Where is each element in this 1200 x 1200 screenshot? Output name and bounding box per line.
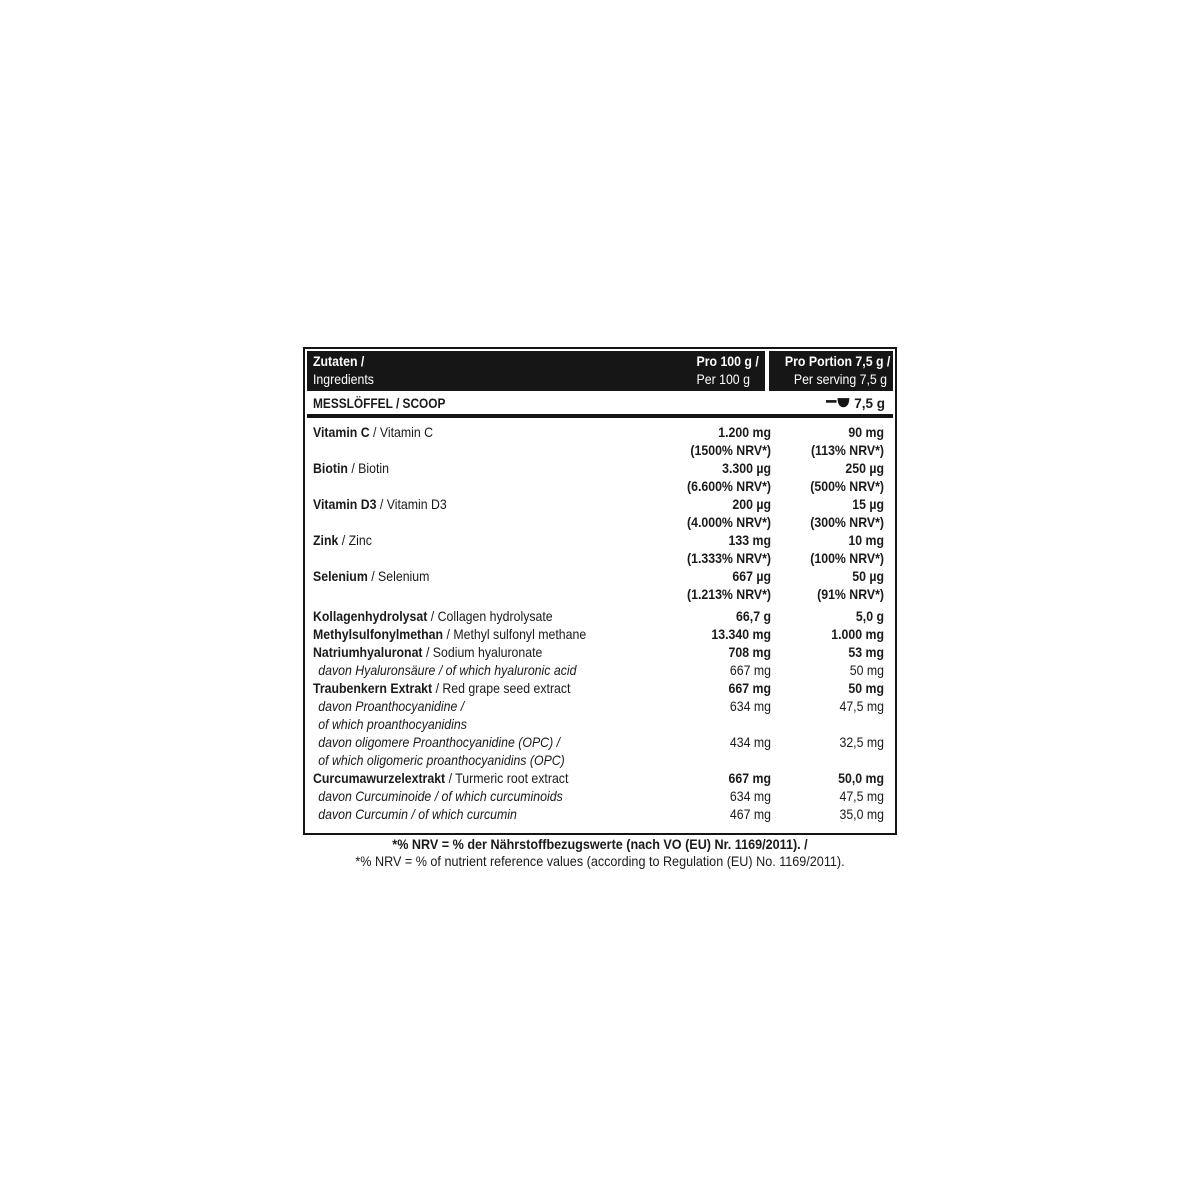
value-per-serving: 50 mg xyxy=(849,662,884,678)
scoop-icon xyxy=(826,395,851,411)
nrv-per-100g: (6.600% NRV*) xyxy=(687,478,771,494)
ingredient-name-de: Vitamin C xyxy=(313,424,370,440)
ingredient-name-en: / Selenium xyxy=(367,568,430,584)
ingredient-name-cell xyxy=(307,423,661,441)
table-row xyxy=(307,769,893,787)
value-per-serving: 15 µg xyxy=(852,496,884,512)
value-per-100g: 634 mg xyxy=(729,698,771,714)
nrv-per-100g: (1500% NRV*) xyxy=(690,442,771,458)
ingredient-name-en: / Collagen hydrolysate xyxy=(427,608,553,624)
value-per-100g: 708 mg xyxy=(728,644,771,660)
ingredient-name-en: / Zinc xyxy=(338,532,372,548)
table-row xyxy=(307,697,893,733)
value-per-serving: 50,0 mg xyxy=(838,770,884,786)
per-100g-cell xyxy=(661,423,771,459)
nrv-per-serving: (300% NRV*) xyxy=(810,514,884,530)
header-ingredients-de: Zutaten / xyxy=(313,353,365,369)
per-serving-cell xyxy=(771,625,893,643)
per-serving-cell xyxy=(771,459,893,495)
table-row xyxy=(307,567,893,603)
per-100g-cell xyxy=(661,567,771,603)
value-per-serving: 90 mg xyxy=(848,424,884,440)
table-row xyxy=(307,625,893,643)
ingredient-name-de: Kollagenhydrolysat xyxy=(313,608,428,624)
nrv-footnote-de: *% NRV = % der Nährstoffbezugswerte (nach VO (EU) Nr. 1169/2011). / xyxy=(392,836,808,852)
scoop-label: MESSLÖFFEL / SCOOP xyxy=(313,395,446,411)
value-per-serving: 10 mg xyxy=(848,532,884,548)
ingredient-name: davon Curcuminoide / of which curcuminoids xyxy=(318,788,563,804)
per-serving-cell xyxy=(771,531,893,567)
per-serving-cell xyxy=(771,769,893,787)
ingredient-name-cell xyxy=(307,625,661,643)
value-per-100g: 667 mg xyxy=(729,662,771,678)
per-serving-cell xyxy=(771,733,893,751)
table-row xyxy=(307,643,893,661)
value-per-serving: 250 µg xyxy=(845,460,884,476)
header-per-serving-en: Per serving 7,5 g xyxy=(793,370,887,387)
per-100g-cell xyxy=(661,805,771,823)
ingredient-name-cell xyxy=(307,733,661,769)
header-ingredients-en: Ingredients xyxy=(313,370,374,387)
ingredient-name-cell xyxy=(307,643,661,661)
value-per-serving: 50 µg xyxy=(852,568,884,584)
nrv-per-serving: (91% NRV*) xyxy=(817,586,884,602)
table-row xyxy=(307,733,893,769)
ingredient-name-en: / Biotin xyxy=(347,460,389,476)
per-100g-cell xyxy=(661,787,771,805)
per-100g-cell xyxy=(661,495,771,531)
value-per-100g: 467 mg xyxy=(729,806,771,822)
value-per-serving: 53 mg xyxy=(848,644,884,660)
value-per-serving: 5,0 g xyxy=(855,608,884,624)
value-per-100g: 667 µg xyxy=(732,568,771,584)
nrv-per-100g: (1.213% NRV*) xyxy=(687,586,771,602)
per-serving-cell xyxy=(771,661,893,679)
header-per-serving xyxy=(769,351,893,391)
header-per-100g-en: Per 100 g xyxy=(696,370,751,387)
value-per-serving: 47,5 mg xyxy=(839,698,884,714)
per-serving-cell xyxy=(771,697,893,715)
nrv-per-serving: (113% NRV*) xyxy=(810,442,884,458)
header-left-block xyxy=(307,351,765,391)
table-row xyxy=(307,423,893,459)
table-row xyxy=(307,679,893,697)
ingredient-name-cell xyxy=(307,459,661,477)
scoop-row xyxy=(307,393,893,418)
ingredient-name-line2: of which proanthocyanidins xyxy=(318,716,467,732)
ingredient-name-cell xyxy=(307,805,661,823)
per-100g-cell xyxy=(661,769,771,787)
header-ingredients xyxy=(313,353,382,388)
ingredient-name-cell xyxy=(307,769,661,787)
value-per-100g: 66,7 g xyxy=(736,608,771,624)
table-row xyxy=(307,787,893,805)
nrv-per-serving: (100% NRV*) xyxy=(810,550,884,566)
ingredient-name-en: / Methyl sulfonyl methane xyxy=(443,626,587,642)
value-per-100g: 13.340 mg xyxy=(711,626,771,642)
ingredient-name-en: / Turmeric root extract xyxy=(445,770,569,786)
ingredient-name-de: Vitamin D3 xyxy=(313,496,377,512)
ingredient-name: davon Hyaluronsäure / of which hyaluronic acid xyxy=(318,662,577,678)
nrv-per-100g: (4.000% NRV*) xyxy=(687,514,771,530)
ingredient-name-de: Natriumhyaluronat xyxy=(313,644,423,660)
nrv-per-serving: (500% NRV*) xyxy=(810,478,884,494)
ingredient-name-de: Biotin xyxy=(313,460,348,476)
ingredient-name-de: Curcumawurzelextrakt xyxy=(313,770,446,786)
value-per-serving: 47,5 mg xyxy=(839,788,884,804)
value-per-100g: 434 mg xyxy=(729,734,771,750)
ingredient-name-en: / Red grape seed extract xyxy=(432,680,571,696)
ingredient-name-cell xyxy=(307,567,661,585)
value-per-serving: 1.000 mg xyxy=(831,626,884,642)
value-per-serving: 35,0 mg xyxy=(839,806,884,822)
value-per-100g: 667 mg xyxy=(728,680,771,696)
per-100g-cell xyxy=(661,625,771,643)
ingredient-name-cell xyxy=(307,679,661,697)
ingredient-name-de: Traubenkern Extrakt xyxy=(313,680,433,696)
value-per-serving: 32,5 mg xyxy=(839,734,884,750)
per-100g-cell xyxy=(661,679,771,697)
ingredient-name-line1: davon oligomere Proanthocyanidine (OPC) / xyxy=(318,734,561,750)
scoop-value-group xyxy=(826,395,887,411)
table-body xyxy=(307,418,893,831)
ingredient-name: davon Curcumin / of which curcumin xyxy=(318,806,517,822)
per-100g-cell xyxy=(661,607,771,625)
value-per-100g: 3.300 µg xyxy=(722,460,771,476)
per-100g-cell xyxy=(661,459,771,495)
table-header xyxy=(307,351,893,391)
header-per-serving-de: Pro Portion 7,5 g / xyxy=(784,353,891,369)
per-serving-cell xyxy=(771,679,893,697)
ingredient-name-en: / Vitamin D3 xyxy=(376,496,447,512)
ingredient-name-de: Zink xyxy=(313,532,339,548)
ingredient-name-en: / Sodium hyaluronate xyxy=(422,644,543,660)
per-serving-cell xyxy=(771,805,893,823)
per-100g-cell xyxy=(661,643,771,661)
nrv-footnote-en: *% NRV = % of nutrient reference values (according to Regulation (EU) No. 1169/2011). xyxy=(355,852,845,869)
per-serving-cell xyxy=(771,495,893,531)
table-row xyxy=(307,459,893,495)
ingredient-name-cell xyxy=(307,607,661,625)
ingredient-name-cell xyxy=(307,697,661,733)
ingredient-name-en: / Vitamin C xyxy=(369,424,434,440)
value-per-serving: 50 mg xyxy=(848,680,884,696)
table-row xyxy=(307,607,893,625)
per-100g-cell xyxy=(661,697,771,715)
per-100g-cell xyxy=(661,733,771,751)
scoop-value: 7,5 g xyxy=(854,395,885,411)
ingredient-name-cell xyxy=(307,531,661,549)
table-row xyxy=(307,531,893,567)
header-per-100g-de: Pro 100 g / xyxy=(696,353,759,369)
ingredient-name-cell xyxy=(307,495,661,513)
per-serving-cell xyxy=(771,643,893,661)
value-per-100g: 133 mg xyxy=(728,532,771,548)
ingredients-table xyxy=(303,347,897,835)
table-row xyxy=(307,805,893,823)
per-serving-cell xyxy=(771,423,893,459)
per-100g-cell xyxy=(661,531,771,567)
value-per-100g: 667 mg xyxy=(728,770,771,786)
per-100g-cell xyxy=(661,661,771,679)
ingredient-name-line2: of which oligomeric proanthocyanidins (OPC) xyxy=(318,752,565,768)
value-per-100g: 200 µg xyxy=(732,496,771,512)
per-serving-cell xyxy=(771,787,893,805)
ingredient-name-cell xyxy=(307,661,661,679)
ingredient-name-cell xyxy=(307,787,661,805)
per-serving-cell xyxy=(771,607,893,625)
per-serving-cell xyxy=(771,567,893,603)
nrv-per-100g: (1.333% NRV*) xyxy=(687,550,771,566)
nrv-footnotes xyxy=(280,836,920,869)
ingredient-name-de: Selenium xyxy=(313,568,368,584)
header-per-100g xyxy=(688,353,759,388)
ingredient-name-de: Methylsulfonylmethan xyxy=(313,626,444,642)
table-row xyxy=(307,495,893,531)
table-row xyxy=(307,661,893,679)
value-per-100g: 1.200 mg xyxy=(718,424,771,440)
value-per-100g: 634 mg xyxy=(729,788,771,804)
ingredient-name-line1: davon Proanthocyanidine / xyxy=(318,698,465,714)
